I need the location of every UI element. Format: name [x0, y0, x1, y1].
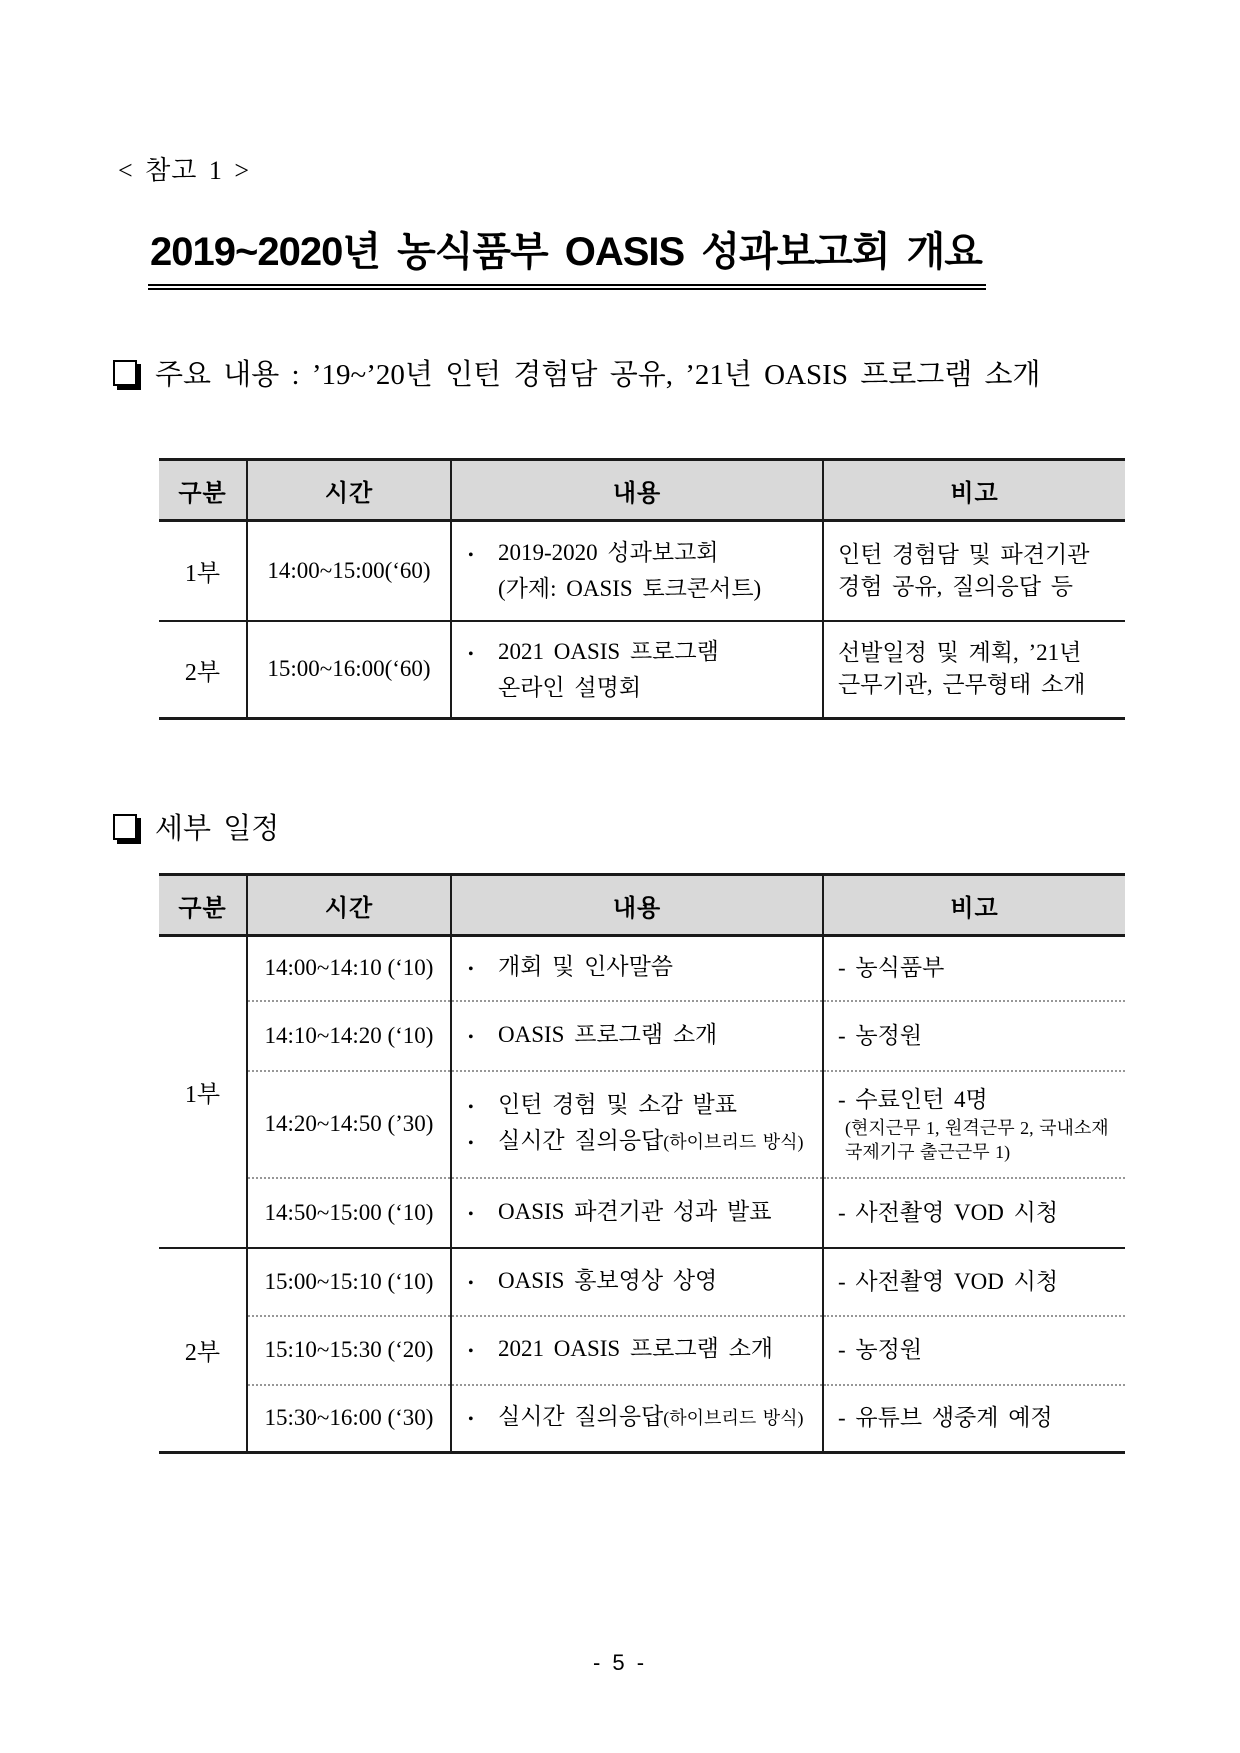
note-line: 근무기관, 근무형태 소개 — [838, 672, 1086, 698]
overview-part-cell: 1부 — [159, 521, 247, 621]
note-line-small: (현지근무 1, 원격근무 2, 국내소재 — [845, 1118, 1109, 1138]
schedule-table — [159, 873, 1125, 1454]
note-line-small: 국제기구 출근근무 1) — [845, 1142, 1011, 1162]
schedule-row — [159, 936, 1125, 1001]
content-line — [468, 1400, 818, 1436]
schedule-header-time: 시간 — [247, 875, 451, 936]
overview-time-cell: 14:00~15:00(‘60) — [247, 521, 451, 621]
note-line: - 농식품부 — [838, 955, 945, 981]
overview-content-cell — [451, 521, 823, 621]
content-line — [468, 1088, 818, 1124]
schedule-row — [159, 1178, 1125, 1248]
content-text: OASIS 파견기관 성과 발표 — [498, 1198, 772, 1224]
schedule-row — [159, 1001, 1125, 1071]
content-text: 온라인 설명회 — [498, 674, 642, 700]
schedule-part-cell: 1부 — [159, 936, 247, 1248]
content-line — [468, 1195, 818, 1231]
content-line — [468, 1332, 818, 1368]
overview-time-cell: 15:00~16:00(‘60) — [247, 621, 451, 719]
bullet-icon: • — [468, 1135, 474, 1152]
content-text: 2021 OASIS 프로그램 소개 — [498, 1336, 774, 1361]
schedule-header-part: 구분 — [159, 875, 247, 936]
schedule-row — [159, 1248, 1125, 1316]
bullet-icon: • — [468, 1343, 474, 1360]
bullet-icon: • — [468, 547, 474, 565]
schedule-row — [159, 1071, 1125, 1178]
schedule-note-cell — [823, 936, 1125, 1001]
note-line: - 유튜브 생중계 예정 — [838, 1405, 1053, 1431]
schedule-header-content: 내용 — [451, 875, 823, 936]
content-text: 2019-2020 성과보고회 — [498, 540, 719, 566]
schedule-time-cell: 15:10~15:30 (‘20) — [247, 1316, 451, 1385]
schedule-time-cell: 15:30~16:00 (‘30) — [247, 1385, 451, 1453]
note-line: - 사전촬영 VOD 시청 — [838, 1199, 1059, 1225]
overview-header-content: 내용 — [451, 460, 823, 521]
content-text: 실시간 질의응답 — [498, 1128, 664, 1153]
content-line — [468, 950, 818, 986]
schedule-note-cell — [823, 1385, 1125, 1453]
bullet-icon: • — [468, 1411, 474, 1429]
square-bullet-icon — [113, 360, 137, 386]
overview-header-row — [159, 460, 1125, 521]
schedule-time-cell: 14:50~15:00 (‘10) — [247, 1178, 451, 1248]
note-line: - 사전촬영 VOD 시청 — [838, 1268, 1059, 1294]
schedule-content-cell — [451, 1385, 823, 1453]
schedule-content-cell — [451, 1316, 823, 1385]
content-text: (가제: OASIS 토크콘서트) — [498, 576, 762, 602]
schedule-time-cell: 14:10~14:20 (‘10) — [247, 1001, 451, 1071]
overview-part-cell: 2부 — [184, 659, 221, 686]
content-line — [468, 1264, 818, 1300]
note-line: - 농정원 — [838, 1337, 923, 1362]
content-text: OASIS 홍보영상 상영 — [498, 1267, 718, 1293]
title-block — [148, 220, 986, 290]
bullet-icon: • — [468, 1028, 474, 1046]
content-text: OASIS 프로그램 소개 — [498, 1021, 718, 1047]
schedule-note-cell — [823, 1178, 1125, 1248]
section-heading-main-content — [113, 352, 1041, 393]
section-heading-schedule — [113, 806, 279, 847]
bullet-icon: • — [468, 961, 474, 979]
content-line — [468, 1018, 818, 1054]
note-line: 경험 공유, 질의응답 등 — [838, 573, 1073, 599]
content-line — [498, 671, 818, 704]
section-heading-text: 세부 일정 — [155, 813, 280, 845]
schedule-content-cell — [451, 936, 823, 1001]
schedule-content-cell — [451, 1178, 823, 1248]
content-text-small: (하이브리드 방식) — [663, 1132, 804, 1152]
schedule-header-row — [159, 875, 1125, 936]
schedule-content-cell — [451, 1071, 823, 1178]
schedule-content-cell — [451, 1248, 823, 1316]
schedule-time-cell: 14:20~14:50 (’30) — [247, 1071, 451, 1178]
reference-label: < 참고 1 > — [118, 156, 251, 185]
overview-header-note: 비고 — [823, 460, 1125, 521]
bullet-icon: • — [468, 1274, 474, 1292]
note-line: 선발일정 및 계획, ’21년 — [838, 640, 1082, 666]
content-text: 2021 OASIS 프로그램 — [498, 638, 719, 664]
content-line — [468, 1124, 818, 1160]
schedule-note-cell — [823, 1316, 1125, 1385]
content-line — [498, 572, 818, 605]
content-line — [468, 536, 818, 572]
overview-content-cell — [451, 621, 823, 719]
content-line — [468, 635, 818, 671]
bullet-icon: • — [468, 1205, 474, 1223]
schedule-note-cell — [823, 1248, 1125, 1316]
schedule-row — [159, 1316, 1125, 1385]
overview-header-time: 시간 — [247, 460, 451, 521]
page-number: - 5 - — [592, 1650, 648, 1675]
overview-header-part: 구분 — [159, 460, 247, 521]
schedule-part-cell: 2부 — [184, 1340, 221, 1367]
bullet-icon: • — [468, 645, 474, 663]
schedule-note-cell — [823, 1001, 1125, 1071]
schedule-time-cell: 14:00~14:10 (‘10) — [247, 936, 451, 1001]
bullet-icon: • — [468, 1099, 474, 1116]
square-bullet-icon — [113, 814, 137, 840]
schedule-header-note: 비고 — [823, 875, 1125, 936]
section-heading-text: 주요 내용 : ’19~’20년 인턴 경험담 공유, ’21년 OASIS 프로그램 소개 — [155, 359, 1041, 391]
overview-note-cell — [823, 621, 1125, 719]
content-text: 실시간 질의응답 — [498, 1404, 664, 1430]
schedule-content-cell — [451, 1001, 823, 1071]
content-text: 인턴 경험 및 소감 발표 — [498, 1092, 737, 1117]
note-line: 인턴 경험담 및 파견기관 — [838, 541, 1090, 567]
overview-note-cell — [823, 521, 1125, 621]
overview-row — [159, 521, 1125, 621]
page-title: 2019~2020년 농식품부 OASIS 성과보고회 개요 — [148, 220, 986, 290]
schedule-note-cell — [823, 1071, 1125, 1178]
schedule-row — [159, 1385, 1125, 1453]
overview-row — [159, 621, 1125, 719]
content-text-small: (하이브리드 방식) — [663, 1408, 804, 1429]
schedule-time-cell: 15:00~15:10 (‘10) — [247, 1248, 451, 1316]
overview-table — [159, 458, 1125, 720]
content-text: 개회 및 인사말씀 — [498, 954, 674, 980]
note-line: - 수료인턴 4명 — [838, 1087, 988, 1112]
note-line: - 농정원 — [838, 1022, 923, 1048]
